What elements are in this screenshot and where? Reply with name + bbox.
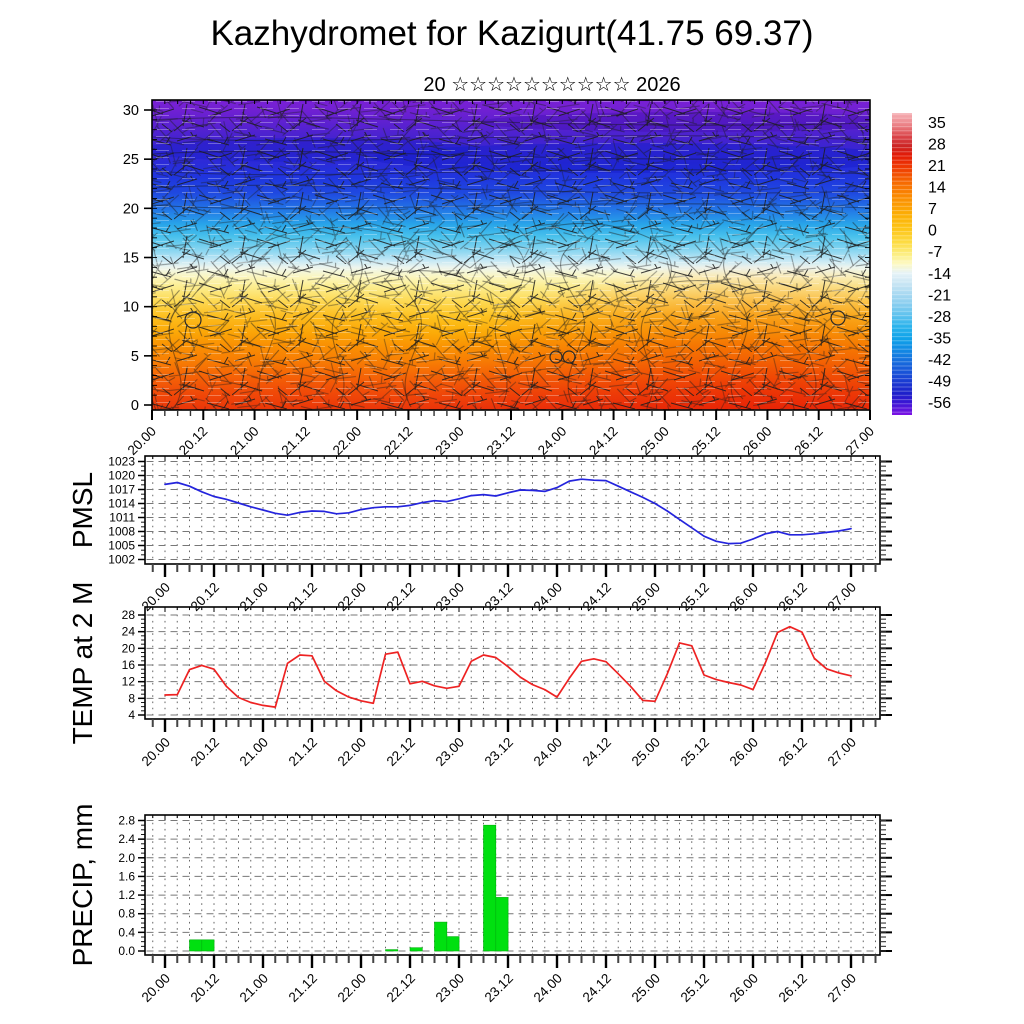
svg-text:21.12: 21.12 (285, 970, 321, 1006)
svg-text:30: 30 (122, 103, 139, 120)
svg-text:22.00: 22.00 (329, 423, 365, 459)
page-title: Kazhydromet for Kazigurt(41.75 69.37) (210, 14, 814, 53)
temp2m-series-line (165, 627, 851, 707)
svg-text:-28: -28 (928, 308, 952, 326)
svg-text:21: 21 (928, 158, 946, 176)
svg-text:-21: -21 (928, 287, 952, 305)
svg-text:4: 4 (128, 708, 135, 722)
svg-text:-42: -42 (928, 351, 952, 369)
svg-text:26.12: 26.12 (775, 734, 811, 770)
svg-text:22.12: 22.12 (383, 970, 419, 1006)
svg-text:23.12: 23.12 (481, 970, 517, 1006)
precip-axis-title: PRECIP, mm (67, 803, 98, 967)
svg-text:20.00: 20.00 (138, 970, 174, 1006)
svg-text:1.2: 1.2 (118, 888, 135, 903)
svg-text:-49: -49 (928, 373, 952, 391)
svg-text:14: 14 (928, 179, 946, 197)
temp2m-axis-title: TEMP at 2 M (67, 581, 98, 745)
svg-text:1.6: 1.6 (118, 869, 135, 884)
svg-text:20.00: 20.00 (124, 423, 160, 459)
svg-text:-14: -14 (928, 265, 952, 283)
svg-text:24: 24 (121, 624, 135, 639)
svg-text:1017: 1017 (108, 482, 135, 497)
svg-text:15: 15 (122, 250, 139, 267)
precip-bar (202, 940, 214, 951)
svg-text:0.8: 0.8 (118, 906, 135, 921)
svg-text:-56: -56 (928, 395, 952, 413)
svg-text:20.12: 20.12 (187, 970, 223, 1006)
svg-text:25: 25 (122, 152, 139, 169)
svg-text:20: 20 (121, 641, 135, 656)
svg-text:24.12: 24.12 (579, 970, 615, 1006)
svg-text:0.0: 0.0 (118, 944, 135, 958)
svg-text:26.00: 26.00 (726, 579, 762, 615)
precip-bar (447, 937, 459, 951)
temp2m-panel (67, 579, 892, 770)
svg-text:24.12: 24.12 (579, 579, 615, 615)
svg-text:22.00: 22.00 (334, 970, 370, 1006)
svg-text:1005: 1005 (108, 538, 135, 553)
svg-text:25.12: 25.12 (677, 734, 713, 770)
svg-text:25.00: 25.00 (637, 423, 672, 459)
svg-text:20.12: 20.12 (187, 734, 223, 770)
svg-text:26.00: 26.00 (740, 423, 775, 459)
svg-text:22.12: 22.12 (381, 423, 416, 459)
svg-text:26.00: 26.00 (726, 734, 762, 770)
precip-bar (496, 897, 508, 951)
svg-text:25.12: 25.12 (688, 423, 724, 459)
svg-text:24.00: 24.00 (530, 734, 566, 770)
svg-text:26.00: 26.00 (726, 970, 762, 1006)
svg-text:-35: -35 (928, 330, 952, 348)
pmsl-panel (67, 455, 892, 615)
svg-text:1008: 1008 (108, 524, 135, 539)
svg-text:1002: 1002 (108, 552, 135, 567)
precip-bar (410, 948, 422, 951)
svg-text:16: 16 (121, 658, 135, 672)
svg-text:5: 5 (130, 348, 139, 365)
svg-text:27.00: 27.00 (824, 970, 860, 1006)
svg-text:23.12: 23.12 (481, 579, 517, 615)
precip-panel (67, 804, 892, 1005)
svg-text:23.00: 23.00 (432, 423, 467, 459)
svg-text:35: 35 (928, 115, 946, 132)
svg-text:26.12: 26.12 (791, 423, 826, 459)
svg-text:1011: 1011 (109, 510, 135, 525)
svg-text:24.12: 24.12 (579, 734, 615, 770)
svg-text:1014: 1014 (108, 496, 135, 511)
svg-text:0.4: 0.4 (118, 925, 135, 940)
svg-text:26.12: 26.12 (775, 579, 811, 615)
precip-bar (435, 922, 447, 951)
svg-text:23.12: 23.12 (481, 734, 517, 770)
svg-text:21.00: 21.00 (236, 734, 272, 770)
svg-text:0: 0 (928, 222, 937, 240)
pmsl-axis-title: PMSL (67, 471, 98, 549)
svg-text:22.00: 22.00 (334, 579, 370, 615)
date-subtitle: 20 ☆☆☆☆☆☆☆☆☆☆ 2026 (423, 74, 681, 96)
svg-text:27.00: 27.00 (824, 734, 860, 770)
svg-text:12: 12 (121, 674, 135, 689)
svg-text:21.00: 21.00 (236, 970, 272, 1006)
svg-text:23.00: 23.00 (432, 734, 468, 770)
svg-text:27.00: 27.00 (842, 423, 878, 459)
svg-text:-7: -7 (928, 244, 943, 262)
svg-text:1020: 1020 (108, 468, 135, 483)
svg-text:23.00: 23.00 (432, 970, 468, 1006)
svg-text:28: 28 (928, 136, 946, 154)
precip-bar (386, 950, 398, 951)
svg-text:20.00: 20.00 (138, 734, 174, 770)
svg-text:7: 7 (928, 201, 937, 219)
svg-text:24.12: 24.12 (586, 423, 621, 459)
svg-text:25.00: 25.00 (628, 579, 664, 615)
svg-text:25.12: 25.12 (677, 970, 713, 1006)
svg-text:25.12: 25.12 (677, 579, 713, 615)
precip-bar (484, 825, 496, 951)
svg-text:23.00: 23.00 (432, 579, 468, 615)
svg-text:20.12: 20.12 (187, 579, 223, 615)
temperature-colorbar (892, 113, 951, 415)
svg-text:25.00: 25.00 (628, 734, 664, 770)
svg-text:22.12: 22.12 (383, 579, 419, 615)
svg-text:20.12: 20.12 (175, 423, 211, 459)
svg-text:2.0: 2.0 (118, 850, 135, 865)
svg-text:20: 20 (122, 201, 139, 218)
svg-text:25.00: 25.00 (628, 970, 664, 1006)
svg-text:27.00: 27.00 (824, 579, 860, 615)
svg-text:21.00: 21.00 (227, 423, 262, 459)
svg-text:0: 0 (130, 398, 139, 414)
svg-text:24.00: 24.00 (530, 970, 566, 1006)
svg-text:2.8: 2.8 (118, 813, 135, 828)
svg-text:21.12: 21.12 (278, 423, 313, 459)
svg-text:28: 28 (121, 608, 135, 622)
svg-text:24.00: 24.00 (530, 579, 566, 615)
svg-text:23.12: 23.12 (483, 423, 519, 459)
svg-text:8: 8 (128, 691, 135, 706)
svg-text:21.12: 21.12 (285, 734, 321, 770)
svg-text:22.12: 22.12 (383, 734, 419, 770)
svg-text:10: 10 (122, 299, 139, 316)
svg-text:1023: 1023 (108, 454, 135, 469)
svg-text:24.00: 24.00 (534, 423, 570, 459)
svg-text:21.00: 21.00 (236, 579, 272, 615)
svg-text:2.4: 2.4 (118, 832, 135, 847)
svg-text:26.12: 26.12 (775, 970, 811, 1006)
precip-bar (190, 940, 202, 951)
svg-text:22.00: 22.00 (334, 734, 370, 770)
svg-text:20.00: 20.00 (138, 579, 174, 615)
svg-text:21.12: 21.12 (285, 579, 321, 615)
